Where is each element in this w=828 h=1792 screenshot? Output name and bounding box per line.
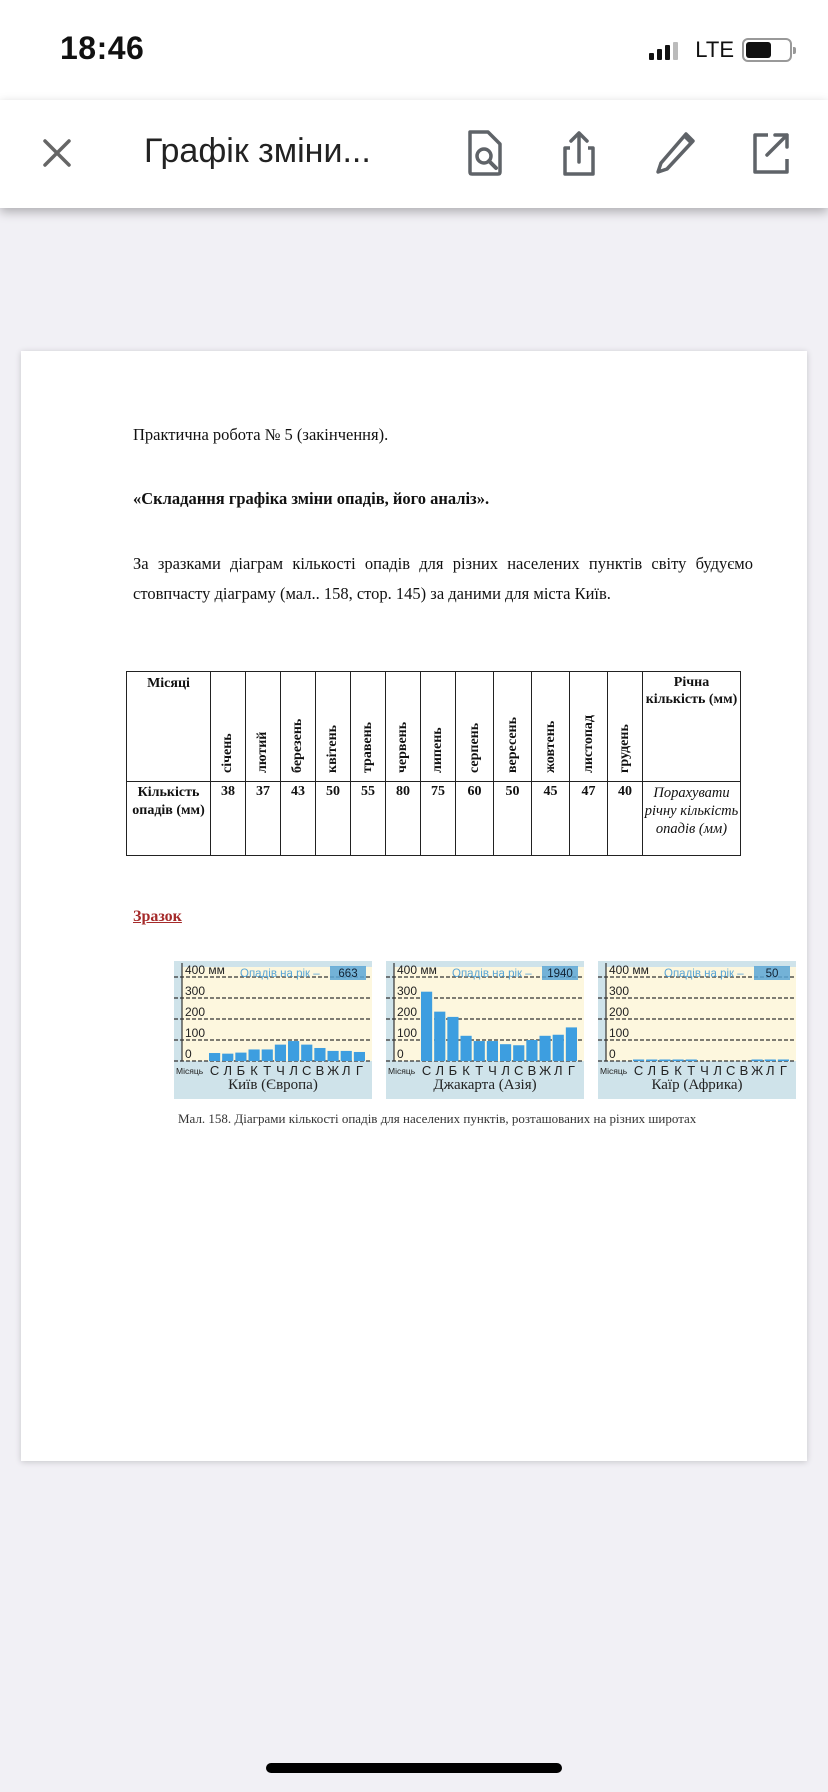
plot-background bbox=[606, 967, 796, 1061]
x-tick-label: Л bbox=[553, 1063, 563, 1078]
x-tick-label: В bbox=[527, 1063, 537, 1078]
y-tick-label: 200 bbox=[397, 1005, 418, 1019]
edit-pencil-icon[interactable] bbox=[652, 128, 698, 178]
bar bbox=[434, 1012, 445, 1061]
y-tick-label: 100 bbox=[185, 1026, 206, 1040]
months-header: Місяці bbox=[127, 672, 211, 782]
y-tick-label: 200 bbox=[609, 1005, 630, 1019]
x-tick-label: Ч bbox=[700, 1063, 709, 1078]
x-axis-label: Місяць bbox=[388, 1066, 416, 1076]
chart-jakarta bbox=[386, 961, 584, 1099]
task-paragraph: За зразками діаграм кількості опадів для різних населених пунктів світу будуємо стовпчасту діаграму (мал.. 158, стор. 145) за даними для міста Київ. bbox=[133, 554, 753, 603]
x-tick-label: К bbox=[462, 1063, 470, 1078]
value-cell: 60 bbox=[456, 782, 494, 856]
value-cell: 55 bbox=[351, 782, 386, 856]
x-tick-label: Л bbox=[289, 1063, 298, 1078]
precipitation-table bbox=[126, 671, 741, 856]
x-tick-label: В bbox=[739, 1063, 749, 1078]
bar bbox=[328, 1051, 339, 1061]
value-cell: 50 bbox=[316, 782, 351, 856]
x-tick-label: Ж bbox=[751, 1063, 764, 1078]
x-tick-label: С bbox=[421, 1063, 432, 1078]
chart-title: Київ (Європа) bbox=[228, 1077, 318, 1093]
bar bbox=[222, 1054, 233, 1061]
x-tick-label: К bbox=[250, 1063, 258, 1078]
figure-caption: Мал. 158. Діаграми кількості опадів для населених пунктів, розташованих на різних широтах bbox=[178, 1111, 697, 1126]
x-tick-label: С bbox=[302, 1063, 312, 1078]
y-tick-label: 400 мм bbox=[397, 963, 437, 977]
month-header bbox=[532, 672, 570, 782]
home-indicator[interactable] bbox=[266, 1763, 562, 1773]
bar bbox=[752, 1060, 763, 1062]
bar bbox=[209, 1053, 220, 1061]
status-time: 18:46 bbox=[60, 30, 145, 66]
table-values-row bbox=[127, 782, 741, 856]
y-tick-label: 300 bbox=[397, 984, 418, 998]
x-tick-label: Г bbox=[355, 1063, 363, 1078]
bar bbox=[421, 992, 432, 1061]
bar bbox=[513, 1045, 524, 1061]
sample-charts bbox=[174, 961, 807, 1101]
x-tick-label: С bbox=[209, 1063, 220, 1078]
y-tick-label: 0 bbox=[609, 1047, 616, 1061]
x-tick-label: Л bbox=[223, 1063, 233, 1078]
bar bbox=[447, 1017, 458, 1061]
share-icon[interactable] bbox=[556, 128, 602, 178]
bar bbox=[474, 1041, 485, 1061]
month-label: листопад bbox=[580, 715, 596, 773]
annual-label: Опадів на рік – bbox=[452, 968, 532, 980]
bar bbox=[461, 1036, 472, 1061]
bar bbox=[673, 1060, 684, 1062]
bar bbox=[249, 1049, 260, 1061]
month-label: вересень bbox=[504, 716, 520, 773]
precipitation-row-label: Кількість опадів (мм) bbox=[127, 782, 211, 856]
bar bbox=[341, 1051, 352, 1061]
table-header-row bbox=[127, 672, 741, 782]
x-tick-label: Т bbox=[263, 1063, 272, 1078]
x-tick-label: К bbox=[674, 1063, 682, 1078]
chart-kyiv bbox=[174, 961, 372, 1099]
bar bbox=[275, 1045, 286, 1061]
month-label: березень bbox=[290, 718, 305, 773]
month-header bbox=[351, 672, 386, 782]
y-tick-label: 400 мм bbox=[609, 963, 649, 977]
annual-header: Річна кількість (мм) bbox=[643, 672, 741, 782]
bar bbox=[686, 1060, 697, 1062]
battery-icon bbox=[742, 38, 792, 62]
bar bbox=[553, 1035, 564, 1061]
value-cell: 47 bbox=[570, 782, 608, 856]
value-cell: 37 bbox=[246, 782, 281, 856]
practical-work-heading: Практична робота № 5 (закінчення). bbox=[133, 425, 389, 444]
bar bbox=[301, 1045, 312, 1061]
annual-value: 50 bbox=[765, 968, 779, 980]
chart-title: Джакарта (Азія) bbox=[433, 1077, 537, 1093]
bar bbox=[262, 1049, 273, 1061]
bar bbox=[540, 1036, 551, 1061]
bar bbox=[646, 1060, 657, 1062]
month-label: липень bbox=[430, 727, 445, 773]
bar bbox=[765, 1060, 776, 1062]
bar bbox=[778, 1060, 789, 1062]
bar bbox=[288, 1041, 299, 1061]
y-tick-label: 200 bbox=[185, 1005, 206, 1019]
bar bbox=[354, 1052, 365, 1061]
value-cell: 45 bbox=[532, 782, 570, 856]
month-label: травень bbox=[360, 721, 375, 773]
y-tick-label: 300 bbox=[185, 984, 206, 998]
month-header bbox=[316, 672, 351, 782]
x-axis-label: Місяць bbox=[600, 1066, 628, 1076]
x-tick-label: Л bbox=[501, 1063, 510, 1078]
annual-value: 1940 bbox=[547, 968, 573, 980]
x-tick-label: В bbox=[315, 1063, 325, 1078]
month-header bbox=[246, 672, 281, 782]
month-header bbox=[421, 672, 456, 782]
x-tick-label: Ж bbox=[327, 1063, 340, 1078]
y-tick-label: 300 bbox=[609, 984, 630, 998]
x-tick-label: Л bbox=[435, 1063, 445, 1078]
bar bbox=[314, 1048, 325, 1061]
chart-cairo bbox=[598, 961, 796, 1099]
y-tick-label: 400 мм bbox=[185, 963, 225, 977]
y-tick-label: 0 bbox=[397, 1047, 404, 1061]
x-tick-label: Т bbox=[475, 1063, 484, 1078]
annual-label: Опадів на рік – bbox=[240, 968, 320, 980]
x-tick-label: С bbox=[726, 1063, 736, 1078]
month-label: серпень bbox=[466, 722, 482, 773]
value-cell: 38 bbox=[211, 782, 246, 856]
annual-note-cell: Порахувати річну кількість опадів (мм) bbox=[643, 782, 741, 856]
bar bbox=[566, 1027, 577, 1061]
x-tick-label: Ч bbox=[488, 1063, 497, 1078]
month-label: квітень bbox=[325, 724, 340, 773]
document-page[interactable] bbox=[21, 351, 807, 1461]
bar bbox=[659, 1060, 670, 1062]
viewer-toolbar bbox=[0, 100, 828, 208]
x-tick-label: Ж bbox=[539, 1063, 552, 1078]
value-cell: 80 bbox=[386, 782, 421, 856]
month-label: лютий bbox=[255, 731, 270, 773]
y-tick-label: 100 bbox=[609, 1026, 630, 1040]
value-cell: 50 bbox=[494, 782, 532, 856]
x-tick-label: Б bbox=[660, 1063, 670, 1078]
x-tick-label: Л bbox=[647, 1063, 657, 1078]
search-document-icon[interactable] bbox=[462, 128, 508, 178]
month-header bbox=[281, 672, 316, 782]
value-cell: 75 bbox=[421, 782, 456, 856]
bar bbox=[633, 1060, 644, 1062]
x-tick-label: Г bbox=[779, 1063, 787, 1078]
month-header bbox=[211, 672, 246, 782]
x-tick-label: Л bbox=[765, 1063, 775, 1078]
x-tick-label: С bbox=[514, 1063, 524, 1078]
annual-value: 663 bbox=[338, 968, 358, 980]
status-bar bbox=[0, 0, 828, 100]
month-label: грудень bbox=[617, 724, 632, 773]
month-label: жовтень bbox=[542, 720, 558, 773]
x-tick-label: Г bbox=[567, 1063, 575, 1078]
document-title: Графік зміни... bbox=[144, 132, 371, 170]
month-header bbox=[570, 672, 608, 782]
open-external-icon[interactable] bbox=[748, 128, 794, 178]
x-tick-label: Б bbox=[448, 1063, 458, 1078]
value-cell: 40 bbox=[608, 782, 643, 856]
month-header bbox=[386, 672, 421, 782]
sample-label: Зразок bbox=[133, 908, 182, 925]
signal-icon bbox=[649, 42, 678, 60]
x-tick-label: Л bbox=[341, 1063, 351, 1078]
x-tick-label: Л bbox=[713, 1063, 722, 1078]
work-title: «Складання графіка зміни опадів, його аналіз». bbox=[133, 489, 490, 508]
network-type: LTE bbox=[695, 37, 734, 62]
bar bbox=[235, 1053, 246, 1061]
y-tick-label: 100 bbox=[397, 1026, 418, 1040]
month-header bbox=[494, 672, 532, 782]
bar bbox=[526, 1040, 537, 1061]
annual-label: Опадів на рік – bbox=[664, 968, 744, 980]
month-label: червень bbox=[395, 721, 410, 773]
close-icon[interactable] bbox=[38, 134, 76, 172]
x-tick-label: С bbox=[633, 1063, 644, 1078]
bar bbox=[487, 1041, 498, 1061]
y-tick-label: 0 bbox=[185, 1047, 192, 1061]
x-tick-label: Ч bbox=[276, 1063, 285, 1078]
chart-title: Каїр (Африка) bbox=[651, 1077, 743, 1093]
x-tick-label: Б bbox=[236, 1063, 246, 1078]
month-header bbox=[608, 672, 643, 782]
value-cell: 43 bbox=[281, 782, 316, 856]
x-tick-label: Т bbox=[687, 1063, 696, 1078]
bar bbox=[500, 1044, 511, 1061]
month-label: січень bbox=[220, 733, 235, 773]
month-header bbox=[456, 672, 494, 782]
x-axis-label: Місяць bbox=[176, 1066, 204, 1076]
